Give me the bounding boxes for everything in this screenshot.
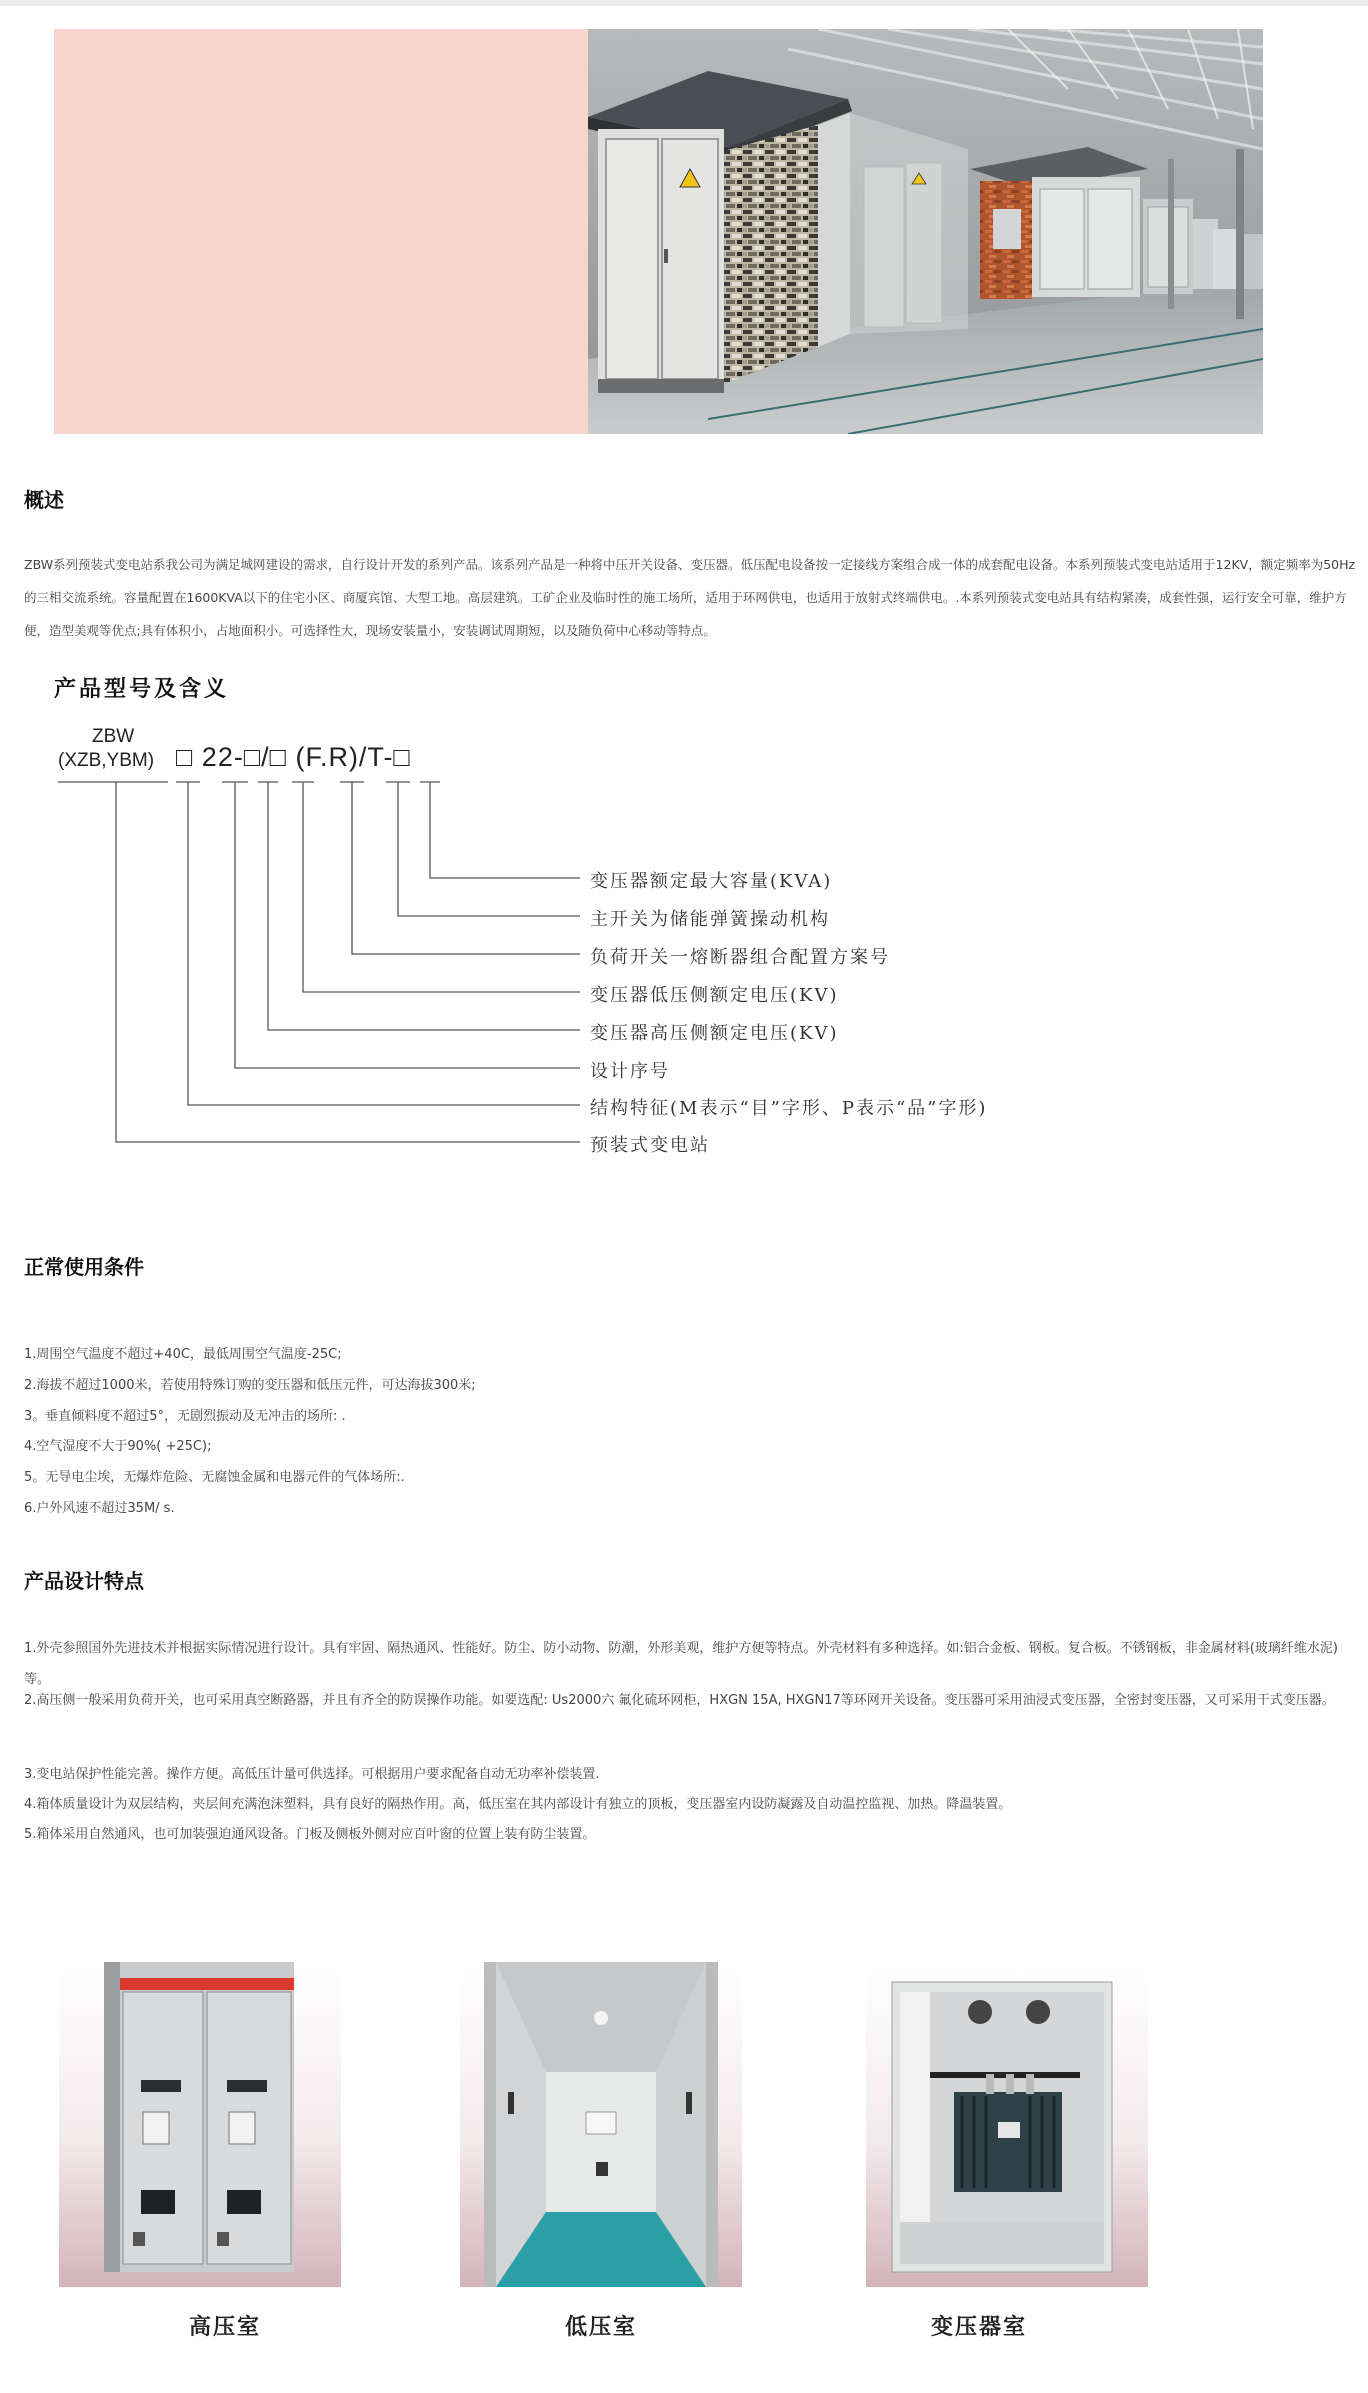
- low-voltage-room-photo: [460, 1962, 742, 2287]
- meaning-low-voltage: 变压器低压侧额定电压(KV): [590, 985, 839, 1006]
- feature-item-3: 3.变电站保护性能完善。操作方便。高低压计量可供选择。可根据用户要求配备自动无功率补偿装置.: [24, 1767, 600, 1782]
- caption-high-voltage-room: 高压室: [188, 2315, 261, 2340]
- high-voltage-room-photo: [59, 1962, 341, 2287]
- feature-item-4: 4.箱体质量设计为双层结构，夹层间充满泡沫塑料，具有良好的隔热作用。高，低压室在其内部设计有独立的顶板，变压器室内设防凝露及自动温控监视、加热。降温装置。: [24, 1797, 1012, 1812]
- feature-item-1: 1.外壳参照国外先进技术并根据实际情况进行设计。具有牢固、隔热通风、性能好。防尘、防小动物、防潮，外形美观，维护方便等特点。外壳材料有多种选择。如:铝合金板、钢板。复合板。不锈钢板，非金属材料(玻璃纤维水泥)等。: [24, 1641, 1338, 1687]
- hero-banner: [54, 29, 1263, 434]
- meaning-substation: 预装式变电站: [590, 1135, 710, 1156]
- model-code-top: ZBW: [92, 726, 135, 747]
- feature-item-5: 5.箱体采用自然通风，也可加装强迫通风设备。门板及侧板外侧对应百叶窗的位置上装有防尘装置。: [24, 1827, 596, 1842]
- model-code-diagram: [0, 720, 1100, 1170]
- condition-item-1: 1.周围空气温度不超过+40C，最低周围空气温度-25C;: [24, 1347, 342, 1362]
- overview-title: 概述: [24, 488, 64, 512]
- model-code-bottom: (XZB,YBM): [58, 750, 155, 771]
- features-title: 产品设计特点: [24, 1569, 144, 1593]
- model-title: 产品型号及含义: [54, 677, 230, 702]
- transformer-room-photo: [866, 1962, 1148, 2287]
- meaning-fuse-scheme: 负荷开关一熔断器组合配置方案号: [590, 947, 890, 968]
- meaning-structure: 结构特征(M表示“目”字形、P表示“品”字形): [590, 1098, 988, 1119]
- meaning-design-serial: 设计序号: [590, 1061, 670, 1082]
- caption-low-voltage-room: 低压室: [564, 2315, 637, 2340]
- condition-item-6: 6.户外风速不超过35M/ s.: [24, 1501, 175, 1516]
- condition-item-4: 4.空气湿度不大于90%( +25C);: [24, 1439, 212, 1454]
- overview-text: ZBW系列预装式变电站系我公司为满足城网建设的需求，自行设计开发的系列产品。该系列产品是一种将中压开关设备、变压器。低压配电设备按一定接线方案组合成一体的成套配电设备。本系列预装式变电站适用于12KV，额定频率为50Hz的三相交流系统。容量配置在1600KVA以下的住宅小区、商厦宾馆、大型工地。高层建筑。工矿企业及临时性的施工场所，适用于环网供电，也适用于放射式终端供电。.本系列预装式变电站具有结构紧凑，成套性强，运行安全可靠，维护方便，造型美观等优点;具有体积小，占地面积小。可选择性大，现场安装量小，安装调试周期短，以及随负荷中心移动等特点。: [24, 557, 1356, 638]
- hero-pink-panel: [54, 29, 588, 434]
- meaning-high-voltage: 变压器高压侧额定电压(KV): [590, 1023, 839, 1044]
- caption-transformer-room: 变压器室: [930, 2315, 1027, 2340]
- condition-item-5: 5。无导电尘埃，无爆炸危险、无腐蚀金属和电器元件的气体场所:.: [24, 1470, 405, 1485]
- condition-item-2: 2.海拔不超过1000米，若使用特殊订购的变压器和低压元件，可达海拔300米;: [24, 1378, 476, 1393]
- substation-photo: [588, 29, 1263, 434]
- conditions-title: 正常使用条件: [24, 1255, 144, 1279]
- top-bar: [0, 0, 1368, 6]
- meaning-main-switch: 主开关为储能弹簧操动机构: [590, 909, 830, 930]
- model-code-main: □ 22-□/□ (F.R)/T-□: [176, 742, 411, 772]
- condition-item-3: 3。垂直倾料度不超过5°，无剧烈振动及无冲击的场所: .: [24, 1409, 346, 1424]
- feature-item-2: 2.高压侧一般采用负荷开关，也可采用真空断路器，并且有齐全的防误操作功能。如要选配: Us2000六 氟化硫环网柜，HXGN 15A, HXGN17等环网开关设备。变压器可采用油浸式变压器，全密封变压器，又可采用干式变压器。: [24, 1693, 1335, 1708]
- meaning-transformer-capacity: 变压器额定最大容量(KVA): [590, 871, 833, 892]
